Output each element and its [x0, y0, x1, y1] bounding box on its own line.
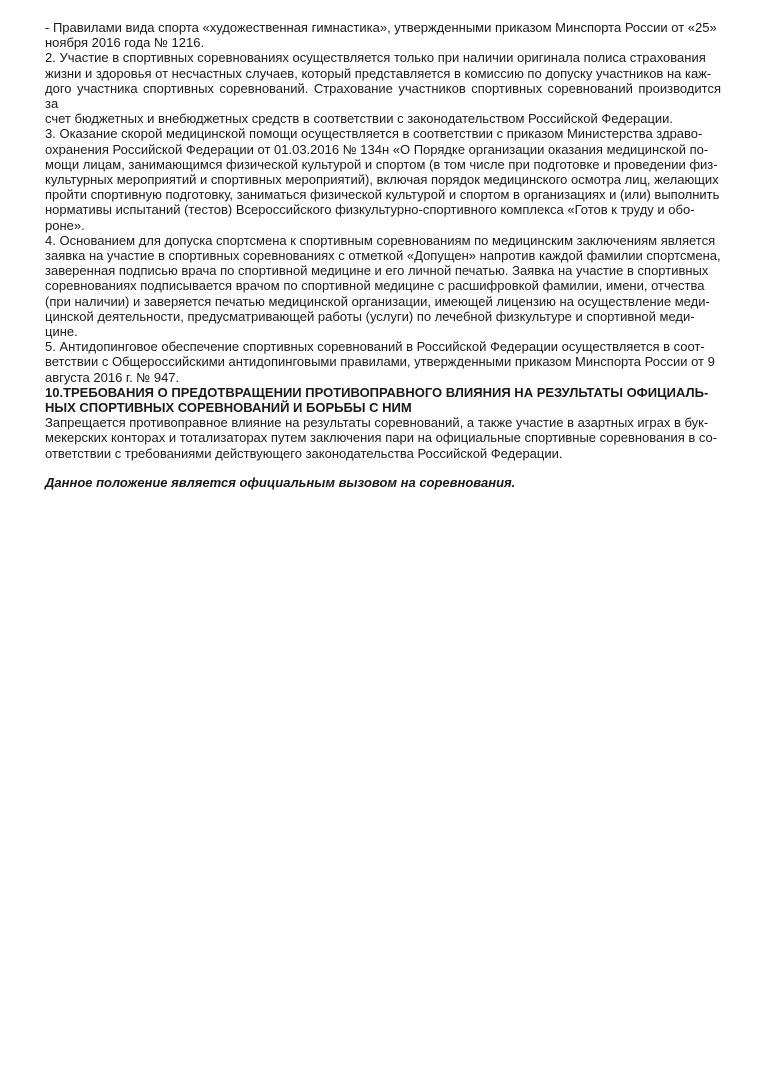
section-10-body: Запрещается противоправное влияние на результаты соревнований, а также участие в азартных играх в бук- мекерских конторах и тотализаторах путем заключения пари на официальные спортивные соревнования в со- ответствии с требованиями действующего законодательства Российской Федерации. [45, 415, 718, 461]
paragraph-medical-aid: 3. Оказание скорой медицинской помощи осуществляется в соответствии с приказом Министерства здраво- охранения Российской Федерации от 01.03.2016 № 134н «О Порядке организации оказания медицинской по- мощи лицам, занимающимся физической культурой и спортом (в том числе при подготовке и проведении физ- культурных мероприятий и спортивных мероприятий), включая порядок медицинского осмотра лиц, желающих пройти спортивную подготовку, заниматься физической культурой и спортом в организациях и (или) выполнить нормативы испытаний (тестов) Всероссийского физкультурно-спортивного комплекса «Готов к труду и обо- роне». [45, 126, 720, 233]
paragraph-antidoping: 5. Антидопинговое обеспечение спортивных соревнований в Российской Федерации осуществляется в соот- ветствии с Общероссийскими антидопинговыми правилами, утвержденными приказом Минспорта России от 9 августа 2016 г. № 947. [45, 339, 715, 385]
official-invitation-note: Данное положение является официальным вызовом на соревнования. [45, 474, 516, 490]
paragraph-rules-reference: - Правилами вида спорта «художественная гимнастика», утвержденными приказом Минспорта России от «25» ноября 2016 года № 1216. [45, 20, 717, 51]
paragraph-medical-admission: 4. Основанием для допуска спортсмена к спортивным соревнованиям по медицинским заключениям является заявка на участие в спортивных соревнованиях с отметкой «Допущен» напротив каждой фамилии спортсмена, заверенная подписью врача по спортивной медицине и его личной печатью. Заявка на участие в спортивных соревнованиях подписывается врачом по спортивной медицине с расшифровкой фамилии, имени, отчества (при наличии) и заверяется печатью медицинской организации, имеющей лицензию на осуществление меди- цинской деятельности, предусматривающей работы (услуги) по лечебной физкультуре и спортивной меди- цине. [45, 232, 721, 340]
paragraph-insurance: 2. Участие в спортивных соревнованиях осуществляется только при наличии оригинала полиса страхования жизни и здоровья от несчастных случаев, который представляется в комиссию по допуску участников на каж- дого участника спортивных соревнований. Страхование участников спортивных соревнований производится за счет бюджетных и внебюджетных средств в соответствии с законодательством Российской Федерации. [45, 50, 721, 127]
section-10-heading: 10.ТРЕБОВАНИЯ О ПРЕДОТВРАЩЕНИИ ПРОТИВОПРАВНОГО ВЛИЯНИЯ НА РЕЗУЛЬТАТЫ ОФИЦИАЛЬ- НЫХ СПОРТИВНЫХ СОРЕВНОВАНИЙ И БОРЬБЫ С НИМ [45, 384, 709, 416]
document-page [45, 20, 721, 490]
